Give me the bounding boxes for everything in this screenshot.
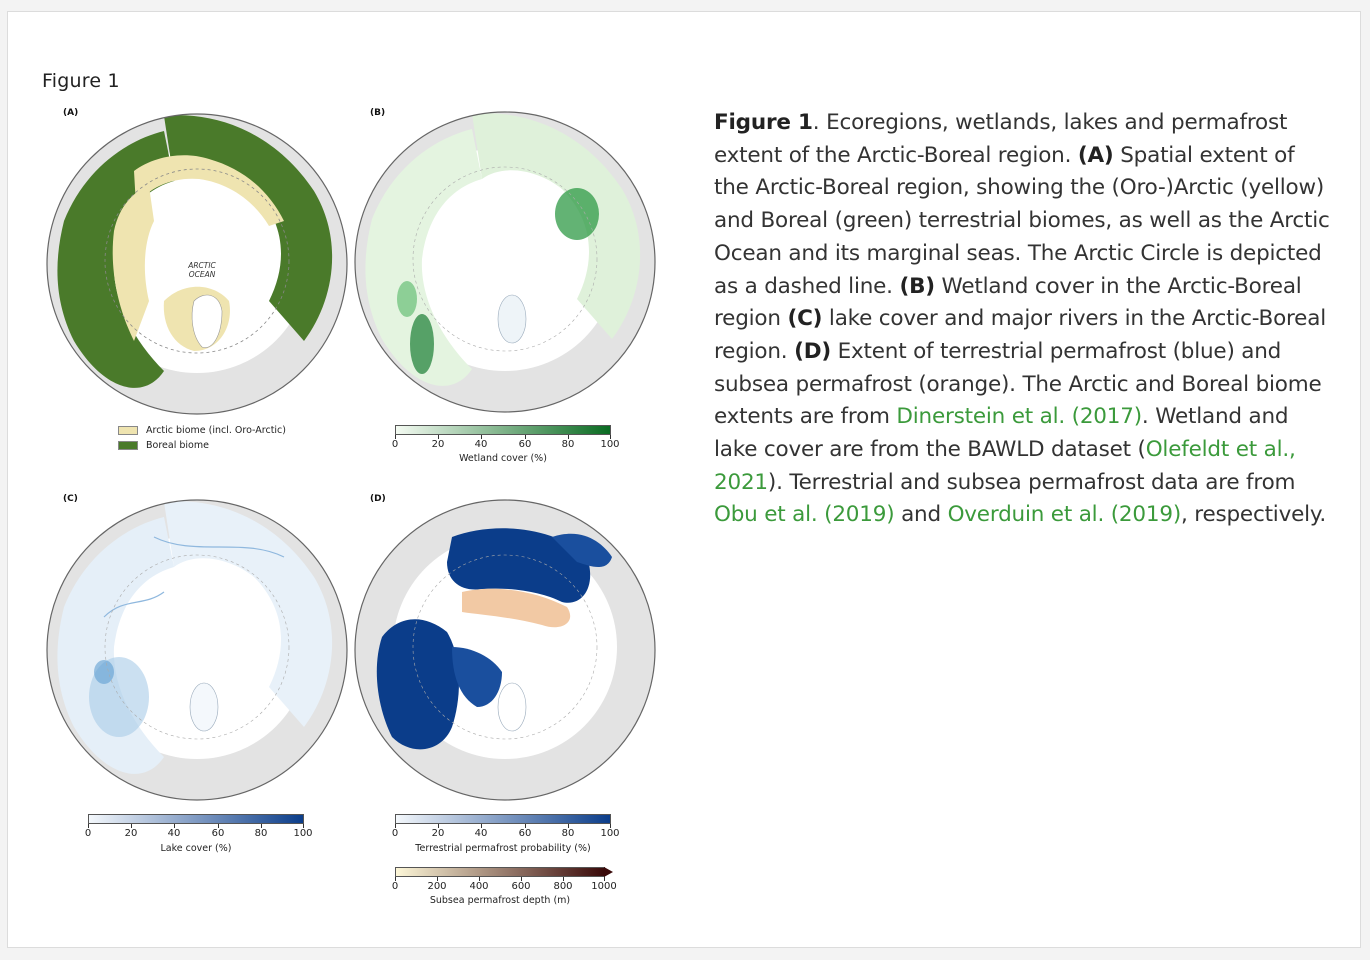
panel-b-map [352, 109, 658, 415]
panel-a-label: (A) [63, 108, 79, 118]
tick-label: 20 [431, 828, 445, 839]
caption-text: Extent of terrestrial permafrost (blue) and subsea permafrost (orange). The Arctic and Boreal biome extents are from [714, 338, 1322, 430]
panel-c-map [44, 497, 350, 803]
legend-swatch-boreal [118, 441, 138, 450]
tick-label: 60 [211, 828, 225, 839]
tick-label: 40 [167, 828, 181, 839]
tick-label: 60 [518, 828, 532, 839]
tick-label: 0 [391, 439, 399, 450]
tick-label: 20 [124, 828, 138, 839]
colorbar-lake-gradient [88, 814, 304, 824]
citation-link-overduin[interactable]: Overduin et al. (2019) [947, 502, 1182, 528]
figure-caption [714, 107, 1334, 532]
panel-b-label: (B) [370, 108, 386, 118]
tick-label: 80 [254, 828, 268, 839]
caption-panel-b-ref: (B) [899, 273, 935, 299]
tick-label: 80 [561, 828, 575, 839]
panel-c-label: (C) [63, 494, 78, 504]
caption-panel-a-ref: (A) [1077, 142, 1114, 168]
tick-label: 1000 [591, 881, 617, 892]
figure-card [7, 11, 1361, 948]
caption-text: Spatial extent of the Arctic-Boreal region, showing the (Oro-)Arctic (yellow) and Boreal (green) terrestrial biomes, as well as the Arctic Ocean and its marginal seas. The Arctic Circle is depicted as a dashed line. [714, 142, 1330, 299]
tick-label: 60 [518, 439, 532, 450]
panel-a-map [44, 111, 350, 417]
caption-text: . Wetland and lake cover are from the BAWLD dataset ( [714, 404, 1289, 463]
tick-label: 200 [427, 881, 447, 892]
colorbar-subsea-gradient [395, 867, 605, 877]
tick-label: 800 [553, 881, 573, 892]
caption-text: , respectively. [1181, 502, 1326, 528]
colorbar-lake-title: Lake cover (%) [160, 843, 232, 854]
colorbar-lake [84, 814, 313, 864]
tick-label: 100 [600, 828, 620, 839]
ocean-label-line2: OCEAN [188, 270, 216, 279]
legend-item-arctic [118, 423, 286, 438]
tick-label: 0 [391, 881, 399, 892]
tick-label: 40 [474, 828, 488, 839]
colorbar-terrestrial-permafrost [391, 814, 620, 864]
colorbar-subsea-title: Subsea permafrost depth (m) [429, 895, 571, 906]
legend-label-arctic: Arctic biome (incl. Oro-Arctic) [146, 425, 286, 436]
citation-link-olefeldt[interactable]: Olefeldt et al., 2021 [714, 437, 1296, 495]
caption-text: . Ecoregions, wetlands, lakes and permafrost extent of the Arctic-Boreal region. [714, 110, 1288, 168]
tick-label: 100 [293, 828, 313, 839]
caption-text: Wetland cover in the Arctic-Boreal region [714, 273, 1302, 332]
caption-lead: Figure 1 [714, 110, 813, 135]
colorbar-terrestrial-title: Terrestrial permafrost probability (%) [415, 843, 591, 854]
colorbar-terrestrial-gradient [395, 814, 611, 824]
panel-d-map [352, 497, 658, 803]
caption-text: and [894, 502, 948, 528]
caption-text: ). Terrestrial and subsea permafrost data are from [767, 469, 1296, 495]
ocean-label-line1: ARCTIC [188, 261, 216, 270]
tick-label: 0 [84, 828, 92, 839]
citation-link-dinerstein[interactable]: Dinerstein et al. (2017) [896, 404, 1142, 430]
legend-swatch-arctic [118, 426, 138, 435]
colorbar-extend-arrow-icon [604, 867, 613, 877]
tick-label: 80 [561, 439, 575, 450]
citation-link-obu[interactable]: Obu et al. (2019) [714, 502, 895, 528]
colorbar-subsea-permafrost [391, 867, 617, 917]
tick-label: 400 [469, 881, 489, 892]
colorbar-wetland-title: Wetland cover (%) [459, 453, 547, 464]
panel-d-label: (D) [370, 494, 386, 504]
tick-label: 0 [391, 828, 399, 839]
tick-label: 20 [431, 439, 445, 450]
caption-panel-d-ref: (D) [794, 338, 831, 364]
tick-label: 600 [511, 881, 531, 892]
caption-text: lake cover and major rivers in the Arctic-Boreal region. [714, 306, 1326, 364]
figure-title: Figure 1 [42, 70, 120, 92]
legend-label-boreal: Boreal biome [146, 440, 209, 451]
caption-panel-c-ref: (C) [787, 306, 823, 332]
colorbar-wetland-gradient [395, 425, 611, 435]
colorbar-wetland [391, 425, 620, 475]
legend-biomes [118, 423, 286, 453]
tick-label: 40 [474, 439, 488, 450]
tick-label: 100 [600, 439, 620, 450]
legend-item-boreal [118, 438, 286, 453]
